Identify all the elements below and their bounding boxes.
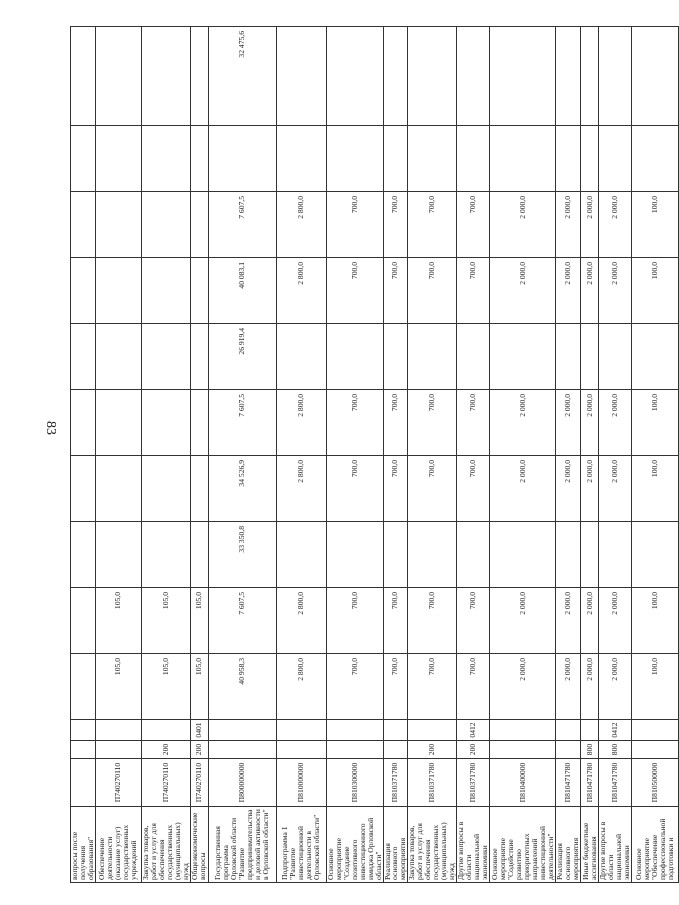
section-code-cell <box>326 720 383 741</box>
amount-col-5-cell: 700,0 <box>383 390 408 456</box>
item-name-cell: Закупка товаров, работ и услуг для обеспечения государственных (муниципальных) нужд <box>141 807 190 883</box>
amount-col-6-cell <box>190 324 208 390</box>
amount-col-2-cell: 700,0 <box>457 588 490 654</box>
section-code-cell <box>631 720 678 741</box>
amount-col-2-cell <box>71 588 96 654</box>
amount-col-7-cell: 2 800,0 <box>276 258 326 324</box>
target-code-cell: П810300000 <box>326 759 383 807</box>
amount-col-3-cell <box>95 522 141 588</box>
expense-type-cell <box>490 741 556 759</box>
table-row <box>490 27 556 883</box>
section-code-cell <box>276 720 326 741</box>
section-code-cell <box>383 720 408 741</box>
amount-col-1-cell <box>71 654 96 720</box>
item-name-cell: Основное мероприятие "Обеспечение профессиональной подготовки и <box>631 807 678 883</box>
amount-col-3-cell <box>599 522 632 588</box>
section-code-cell <box>556 720 581 741</box>
item-name-cell: Реализация основного мероприятия <box>556 807 581 883</box>
amount-col-4-cell: 2 800,0 <box>276 456 326 522</box>
target-code-cell: П810471780 <box>556 759 581 807</box>
amount-col-5-cell: 2 800,0 <box>276 390 326 456</box>
amount-col-2-cell: 700,0 <box>326 588 383 654</box>
amount-col-6-cell <box>631 324 678 390</box>
amount-col-6-cell <box>490 324 556 390</box>
amount-col-5-cell <box>95 390 141 456</box>
expense-type-cell: 200 <box>457 741 490 759</box>
expense-type-cell <box>208 741 276 759</box>
target-code-cell: П810371780 <box>457 759 490 807</box>
amount-col-9-cell <box>95 126 141 192</box>
amount-col-6-cell <box>71 324 96 390</box>
amount-col-3-cell <box>383 522 408 588</box>
item-name-cell: вопросы после получения образования" <box>71 807 96 883</box>
amount-col-9-cell <box>631 126 678 192</box>
amount-col-10-cell <box>556 27 581 126</box>
amount-col-10-cell <box>581 27 599 126</box>
table-row <box>556 27 581 883</box>
expense-type-cell <box>326 741 383 759</box>
amount-col-2-cell: 700,0 <box>383 588 408 654</box>
amount-col-3-cell <box>141 522 190 588</box>
amount-col-8-cell: 7 607,5 <box>208 192 276 258</box>
amount-col-2-cell: 105,0 <box>141 588 190 654</box>
amount-col-10-cell <box>383 27 408 126</box>
table-row <box>71 27 96 883</box>
amount-col-7-cell: 100,0 <box>631 258 678 324</box>
section-code-cell <box>581 720 599 741</box>
amount-col-4-cell: 700,0 <box>457 456 490 522</box>
amount-col-5-cell: 7 607,5 <box>208 390 276 456</box>
amount-col-3-cell: 33 350,8 <box>208 522 276 588</box>
amount-col-8-cell: 700,0 <box>326 192 383 258</box>
amount-col-1-cell: 40 958,3 <box>208 654 276 720</box>
expense-type-cell: 200 <box>190 741 208 759</box>
section-code-cell <box>95 720 141 741</box>
amount-col-3-cell <box>631 522 678 588</box>
amount-col-8-cell: 700,0 <box>408 192 457 258</box>
expense-type-cell: 800 <box>599 741 632 759</box>
amount-col-9-cell <box>490 126 556 192</box>
section-code-cell: 0412 <box>599 720 632 741</box>
target-code-cell: П740270110 <box>190 759 208 807</box>
amount-col-10-cell <box>457 27 490 126</box>
target-code-cell: П810371780 <box>383 759 408 807</box>
amount-col-2-cell: 2 800,0 <box>276 588 326 654</box>
expense-type-cell <box>71 741 96 759</box>
amount-col-8-cell: 2 000,0 <box>490 192 556 258</box>
amount-col-4-cell: 2 000,0 <box>581 456 599 522</box>
amount-col-7-cell: 700,0 <box>457 258 490 324</box>
amount-col-3-cell <box>581 522 599 588</box>
amount-col-7-cell: 700,0 <box>408 258 457 324</box>
amount-col-5-cell: 2 000,0 <box>581 390 599 456</box>
amount-col-5-cell <box>141 390 190 456</box>
amount-col-1-cell: 2 000,0 <box>581 654 599 720</box>
amount-col-9-cell <box>457 126 490 192</box>
item-name-cell: Подпрограмма 1 "Развитие инвестиционной деятельности в Орловской области" <box>276 807 326 883</box>
table-row <box>408 27 457 883</box>
amount-col-1-cell: 700,0 <box>326 654 383 720</box>
amount-col-8-cell <box>141 192 190 258</box>
amount-col-3-cell <box>190 522 208 588</box>
amount-col-4-cell <box>141 456 190 522</box>
item-name-cell: Реализация основного мероприятия <box>383 807 408 883</box>
amount-col-6-cell <box>581 324 599 390</box>
expense-type-cell <box>556 741 581 759</box>
amount-col-1-cell: 700,0 <box>457 654 490 720</box>
amount-col-10-cell: 32 475,6 <box>208 27 276 126</box>
amount-col-7-cell: 2 000,0 <box>556 258 581 324</box>
section-code-cell <box>408 720 457 741</box>
amount-col-1-cell: 700,0 <box>383 654 408 720</box>
amount-col-9-cell <box>71 126 96 192</box>
amount-col-8-cell: 2 800,0 <box>276 192 326 258</box>
table-row <box>581 27 599 883</box>
amount-col-8-cell: 2 000,0 <box>599 192 632 258</box>
amount-col-6-cell <box>408 324 457 390</box>
amount-col-2-cell: 2 000,0 <box>556 588 581 654</box>
target-code-cell: П810000000 <box>276 759 326 807</box>
amount-col-5-cell: 100,0 <box>631 390 678 456</box>
amount-col-9-cell <box>408 126 457 192</box>
section-code-cell: 0401 <box>190 720 208 741</box>
amount-col-6-cell <box>95 324 141 390</box>
item-name-cell: Государственная программа Орловской области "Развитие предпринимательства и деловой активности в Орловской области" <box>208 807 276 883</box>
amount-col-6-cell <box>276 324 326 390</box>
amount-col-3-cell <box>326 522 383 588</box>
amount-col-7-cell: 700,0 <box>326 258 383 324</box>
amount-col-9-cell <box>141 126 190 192</box>
amount-col-2-cell: 700,0 <box>408 588 457 654</box>
target-code-cell: П810471780 <box>599 759 632 807</box>
amount-col-8-cell: 2 000,0 <box>581 192 599 258</box>
amount-col-1-cell: 100,0 <box>631 654 678 720</box>
amount-col-7-cell: 2 000,0 <box>581 258 599 324</box>
table-row <box>326 27 383 883</box>
amount-col-1-cell: 105,0 <box>141 654 190 720</box>
amount-col-5-cell <box>190 390 208 456</box>
amount-col-10-cell <box>490 27 556 126</box>
item-name-cell: Другие вопросы в области национальной экономики <box>457 807 490 883</box>
amount-col-4-cell <box>71 456 96 522</box>
table-row <box>141 27 190 883</box>
table-row <box>457 27 490 883</box>
amount-col-7-cell <box>71 258 96 324</box>
item-name-cell: Иные бюджетные ассигнования <box>581 807 599 883</box>
amount-col-2-cell: 7 607,5 <box>208 588 276 654</box>
table-row <box>383 27 408 883</box>
section-code-cell <box>71 720 96 741</box>
target-code-cell: П740270110 <box>95 759 141 807</box>
amount-col-9-cell <box>276 126 326 192</box>
section-code-cell <box>208 720 276 741</box>
target-code-cell: П810471780 <box>581 759 599 807</box>
amount-col-10-cell <box>599 27 632 126</box>
expense-type-cell <box>631 741 678 759</box>
amount-col-3-cell <box>490 522 556 588</box>
expense-type-cell: 200 <box>408 741 457 759</box>
item-name-cell: Общеэкономические вопросы <box>190 807 208 883</box>
amount-col-2-cell: 100,0 <box>631 588 678 654</box>
amount-col-7-cell <box>190 258 208 324</box>
amount-col-6-cell <box>326 324 383 390</box>
target-code-cell: П800000000 <box>208 759 276 807</box>
amount-col-3-cell <box>276 522 326 588</box>
amount-col-4-cell <box>190 456 208 522</box>
expense-type-cell: 800 <box>581 741 599 759</box>
table-row <box>208 27 276 883</box>
item-name-cell: Основное мероприятие "Создание позитивного инвестиционного имиджа Орловской области" <box>326 807 383 883</box>
amount-col-9-cell <box>326 126 383 192</box>
amount-col-2-cell: 2 000,0 <box>581 588 599 654</box>
amount-col-6-cell <box>457 324 490 390</box>
amount-col-8-cell <box>71 192 96 258</box>
amount-col-6-cell <box>599 324 632 390</box>
target-code-cell <box>71 759 96 807</box>
amount-col-9-cell <box>556 126 581 192</box>
table-row <box>599 27 632 883</box>
amount-col-1-cell: 2 800,0 <box>276 654 326 720</box>
amount-col-2-cell: 105,0 <box>95 588 141 654</box>
target-code-cell: П740270110 <box>141 759 190 807</box>
table-row <box>631 27 678 883</box>
amount-col-4-cell: 700,0 <box>408 456 457 522</box>
budget-table <box>70 26 679 883</box>
amount-col-5-cell: 2 000,0 <box>490 390 556 456</box>
amount-col-7-cell: 700,0 <box>383 258 408 324</box>
amount-col-5-cell <box>71 390 96 456</box>
item-name-cell: Другие вопросы в области национальной экономики <box>599 807 632 883</box>
amount-col-1-cell: 2 000,0 <box>556 654 581 720</box>
amount-col-9-cell <box>383 126 408 192</box>
amount-col-4-cell: 700,0 <box>326 456 383 522</box>
amount-col-6-cell <box>141 324 190 390</box>
amount-col-6-cell <box>383 324 408 390</box>
amount-col-5-cell: 2 000,0 <box>599 390 632 456</box>
amount-col-1-cell: 2 000,0 <box>490 654 556 720</box>
amount-col-9-cell <box>599 126 632 192</box>
amount-col-6-cell <box>556 324 581 390</box>
amount-col-4-cell: 2 000,0 <box>556 456 581 522</box>
amount-col-4-cell: 2 000,0 <box>490 456 556 522</box>
amount-col-6-cell: 26 919,4 <box>208 324 276 390</box>
amount-col-1-cell: 700,0 <box>408 654 457 720</box>
expense-type-cell <box>383 741 408 759</box>
amount-col-8-cell: 700,0 <box>457 192 490 258</box>
table-row <box>190 27 208 883</box>
section-code-cell <box>141 720 190 741</box>
amount-col-1-cell: 105,0 <box>95 654 141 720</box>
amount-col-5-cell: 700,0 <box>326 390 383 456</box>
amount-col-7-cell: 40 083,1 <box>208 258 276 324</box>
amount-col-3-cell <box>457 522 490 588</box>
amount-col-10-cell <box>141 27 190 126</box>
amount-col-10-cell <box>95 27 141 126</box>
amount-col-8-cell: 2 000,0 <box>556 192 581 258</box>
amount-col-9-cell <box>581 126 599 192</box>
amount-col-2-cell: 2 000,0 <box>599 588 632 654</box>
amount-col-10-cell <box>190 27 208 126</box>
expense-type-cell: 200 <box>141 741 190 759</box>
amount-col-4-cell <box>95 456 141 522</box>
amount-col-8-cell <box>95 192 141 258</box>
amount-col-4-cell: 2 000,0 <box>599 456 632 522</box>
amount-col-1-cell: 105,0 <box>190 654 208 720</box>
target-code-cell: П810400000 <box>490 759 556 807</box>
amount-col-4-cell: 700,0 <box>383 456 408 522</box>
amount-col-8-cell: 700,0 <box>383 192 408 258</box>
amount-col-9-cell <box>208 126 276 192</box>
item-name-cell: Обеспечение деятельности (оказание услуг) государственных учреждений <box>95 807 141 883</box>
section-code-cell <box>490 720 556 741</box>
amount-col-1-cell: 2 000,0 <box>599 654 632 720</box>
amount-col-10-cell <box>326 27 383 126</box>
amount-col-9-cell <box>190 126 208 192</box>
amount-col-10-cell <box>631 27 678 126</box>
amount-col-2-cell: 2 000,0 <box>490 588 556 654</box>
expense-type-cell <box>95 741 141 759</box>
amount-col-10-cell <box>408 27 457 126</box>
page-number: 83 <box>43 421 58 435</box>
target-code-cell: П810500000 <box>631 759 678 807</box>
table-row <box>95 27 141 883</box>
amount-col-4-cell: 34 526,9 <box>208 456 276 522</box>
amount-col-7-cell <box>141 258 190 324</box>
amount-col-8-cell: 100,0 <box>631 192 678 258</box>
amount-col-7-cell: 2 000,0 <box>599 258 632 324</box>
item-name-cell: Закупка товаров, работ и услуг для обеспечения государственных (муниципальных) нужд <box>408 807 457 883</box>
amount-col-8-cell <box>190 192 208 258</box>
section-code-cell: 0412 <box>457 720 490 741</box>
amount-col-5-cell: 700,0 <box>408 390 457 456</box>
amount-col-7-cell: 2 000,0 <box>490 258 556 324</box>
table-row <box>276 27 326 883</box>
amount-col-4-cell: 100,0 <box>631 456 678 522</box>
amount-col-5-cell: 2 000,0 <box>556 390 581 456</box>
item-name-cell: Основное мероприятие "Содействие развитию приоритетных направлений инвестиционной деятельности" <box>490 807 556 883</box>
amount-col-3-cell <box>71 522 96 588</box>
amount-col-10-cell <box>71 27 96 126</box>
expense-type-cell <box>276 741 326 759</box>
amount-col-2-cell: 105,0 <box>190 588 208 654</box>
amount-col-5-cell: 700,0 <box>457 390 490 456</box>
amount-col-3-cell <box>408 522 457 588</box>
amount-col-3-cell <box>556 522 581 588</box>
amount-col-10-cell <box>276 27 326 126</box>
budget-table-rotated <box>70 31 675 883</box>
amount-col-7-cell <box>95 258 141 324</box>
target-code-cell: П810371780 <box>408 759 457 807</box>
